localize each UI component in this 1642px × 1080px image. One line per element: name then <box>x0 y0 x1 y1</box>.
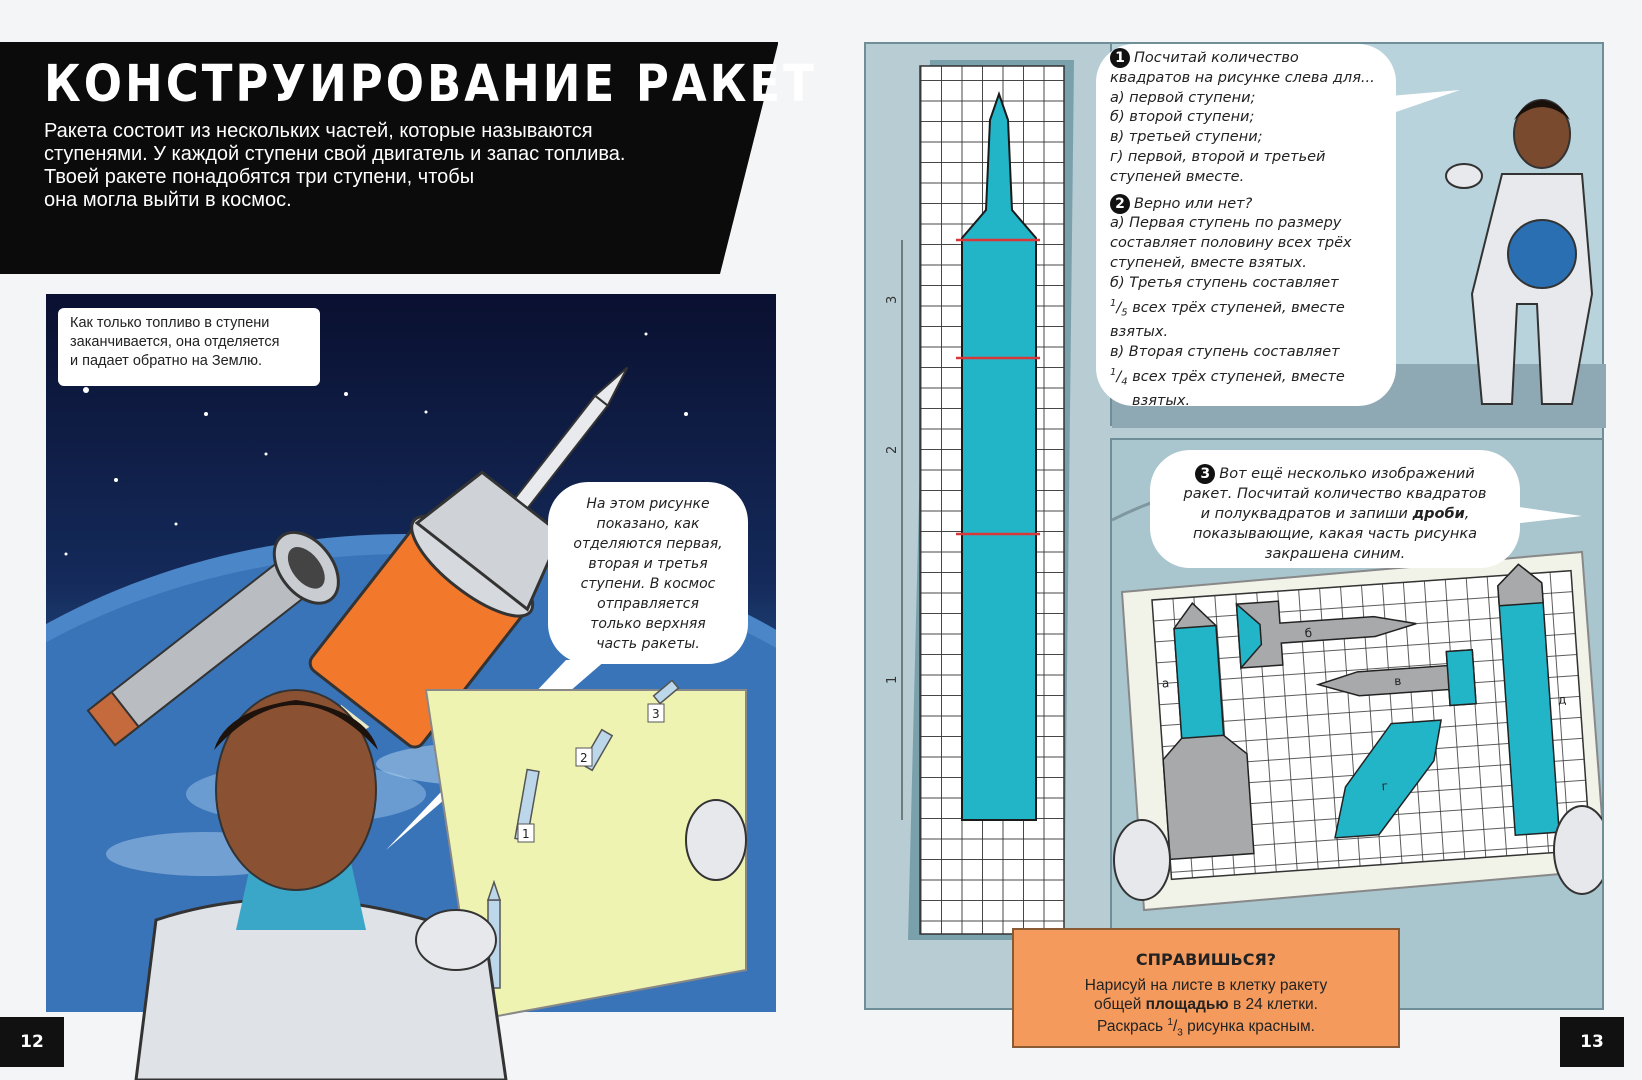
grid-label-a: а <box>1161 676 1170 691</box>
q3-text: , <box>1464 506 1470 522</box>
challenge-bold-word: площадью <box>1145 995 1229 1013</box>
q2-title-line <box>1110 194 1396 215</box>
q3-text: Вот ещё несколько изображений <box>1219 466 1475 482</box>
board-label-3: 3 <box>652 707 660 721</box>
q2-line: ступеней, вместе взятых. <box>1110 254 1307 271</box>
board-label-2: 2 <box>580 751 588 765</box>
speech-tail <box>1512 504 1582 528</box>
q3-number-badge: 3 <box>1195 464 1215 484</box>
q2-fraction-line: $^1/_4$ всех трёх ступеней, вместе <box>1110 366 1345 388</box>
q3-line: ракет. Посчитай количество квадратов <box>1183 486 1487 502</box>
caption-line: заканчивается, она отделяется <box>70 334 280 350</box>
grid-label-d: д <box>1557 692 1567 707</box>
intro-text <box>44 120 704 212</box>
speech-line: показано, как <box>596 516 700 532</box>
stage-label-3: 3 <box>885 295 900 304</box>
q3-line: закрашена синим. <box>1264 546 1406 562</box>
page-number-left: 12 <box>0 1017 64 1067</box>
intro-line: Ракета состоит из нескольких частей, которые называются <box>44 120 593 142</box>
q3-line: показывающие, какая часть рисунка <box>1193 526 1477 542</box>
q1-line: в) третьей ступени; <box>1110 129 1263 146</box>
q1-line: а) первой ступени; <box>1110 89 1256 106</box>
fraction-numerator: 1 <box>1110 366 1117 378</box>
q1-number-badge: 1 <box>1110 48 1130 68</box>
q3-line <box>1150 464 1520 484</box>
speech-tail <box>1390 90 1460 120</box>
q1-line: б) второй ступени; <box>1110 109 1255 126</box>
q2-line: а) Первая ступень по размеру <box>1110 215 1342 232</box>
intro-line: Твоей ракете понадобятся три ступени, чтобы <box>44 166 475 188</box>
q2-line: в) Вторая ступень составляет <box>1110 343 1340 360</box>
q1-line: ступеней вместе. <box>1110 168 1245 185</box>
speech-bubble-task-3 <box>1150 450 1520 568</box>
speech-line: отделяются первая, <box>573 536 723 552</box>
speech-bubble-questions <box>1096 44 1396 410</box>
q2-fraction-line: $^1/_5$ всех трёх ступеней, вместе <box>1110 297 1345 319</box>
fraction-denominator: 4 <box>1121 376 1128 388</box>
q3-text: и полуквадратов и запиши <box>1200 506 1413 522</box>
speech-line: только верхняя <box>590 616 706 632</box>
speech-line: ступени. В космос <box>580 576 716 592</box>
challenge-text: Раскрась <box>1097 1018 1168 1036</box>
intro-line: она могла выйти в космос. <box>44 189 292 211</box>
grid-label-v: в <box>1393 673 1402 689</box>
q2-number-badge: 2 <box>1110 194 1130 214</box>
challenge-line: Раскрась $^1/_3$ рисунка красным. <box>1097 1017 1315 1039</box>
page-number-right: 13 <box>1560 1017 1624 1067</box>
rocket-grid <box>880 60 1100 1000</box>
caption-line: Как только топливо в ступени <box>70 315 270 331</box>
challenge-title: СПРАВИШЬСЯ? <box>1135 950 1277 969</box>
q2-line: составляет половину всех трёх <box>1110 235 1352 252</box>
q1-line: квадратов на рисунке слева для... <box>1110 69 1375 86</box>
q3-line <box>1150 504 1520 524</box>
q2-title: Верно или нет? <box>1134 195 1253 212</box>
grid-label-b: б <box>1304 625 1313 641</box>
challenge-text: в 24 клетки. <box>1228 995 1318 1013</box>
caption-box <box>58 308 320 386</box>
q2-text: всех трёх ступеней, вместе <box>1127 368 1345 385</box>
stage-label-2: 2 <box>885 445 900 454</box>
page-title: КОНСТРУИРОВАНИЕ РАКЕТ <box>44 54 817 114</box>
speech-line: отправляется <box>597 596 699 612</box>
q3-bold-word: дроби <box>1412 506 1465 522</box>
speech-bubble-separation <box>548 482 748 664</box>
challenge-box <box>1012 928 1400 1048</box>
speech-line: На этом рисунке <box>586 496 710 512</box>
grid-label-g: г <box>1381 779 1389 794</box>
caption-line: и падает обратно на Землю. <box>70 353 262 369</box>
q2-line: взятых. <box>1110 324 1169 341</box>
fraction-denominator: 3 <box>1177 1027 1183 1039</box>
challenge-text: общей <box>1094 995 1146 1013</box>
fraction-numerator: 1 <box>1110 297 1117 309</box>
speech-line: часть ракеты. <box>596 636 700 652</box>
stage-label-1: 1 <box>885 675 900 684</box>
fraction-denominator: 5 <box>1121 307 1128 319</box>
challenge-text: рисунка красным. <box>1182 1018 1315 1036</box>
q2-line: б) Третья ступень составляет <box>1110 274 1339 291</box>
q1-line <box>1110 48 1396 69</box>
q1-line: г) первой, второй и третьей <box>1110 148 1326 165</box>
board-label-1: 1 <box>522 827 530 841</box>
astronaut-with-board <box>46 640 776 1080</box>
challenge-line: Нарисуй на листе в клетку ракету <box>1084 977 1328 994</box>
q1-text: Посчитай количество <box>1134 50 1299 66</box>
intro-line: ступенями. У каждой ступени свой двигатель и запас топлива. <box>44 143 626 165</box>
challenge-line <box>1014 996 1398 1015</box>
q2-line: взятых. <box>1132 393 1191 410</box>
q2-text: всех трёх ступеней, вместе <box>1127 299 1345 316</box>
speech-line: вторая и третья <box>588 556 708 572</box>
fraction-numerator: 1 <box>1167 1017 1173 1028</box>
